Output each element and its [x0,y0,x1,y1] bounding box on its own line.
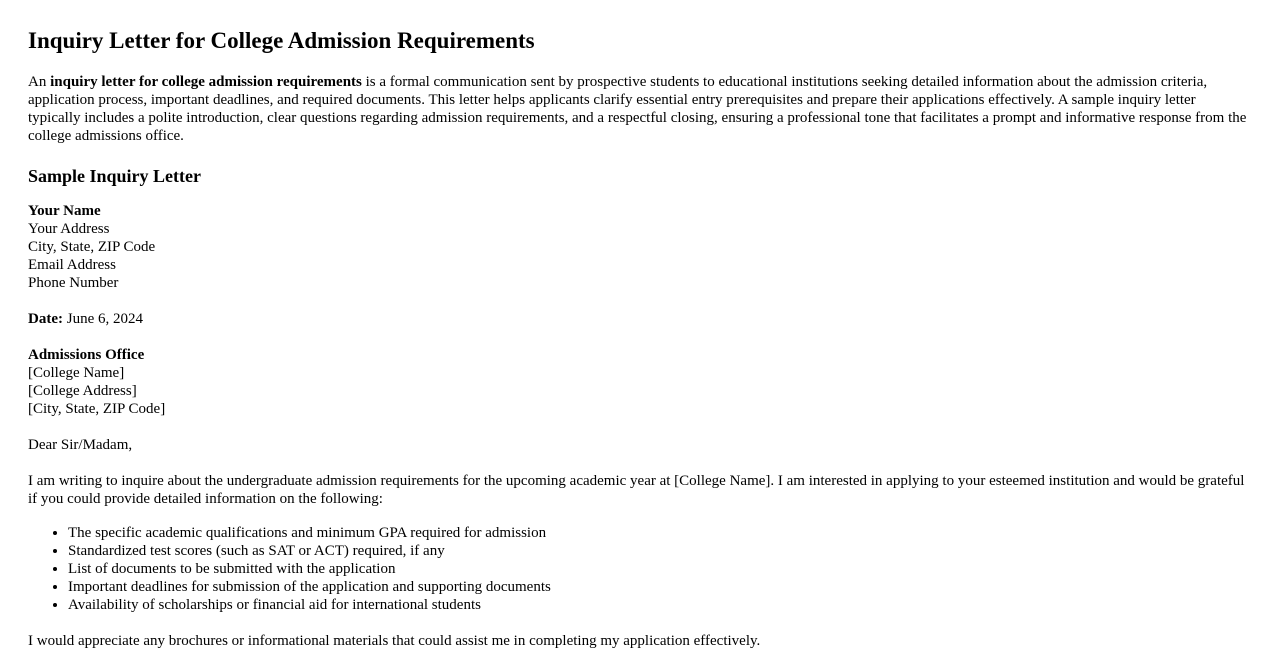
list-item: • The specific academic qualifications and minimum GPA required for admission [68,524,1250,542]
sender-phone: Phone Number [28,275,119,291]
sender-address: Your Address [28,221,110,237]
date-label: Date: [28,311,63,327]
intro-lead: An [28,74,51,90]
requirements-list [28,524,1250,614]
list-item: • Availability of scholarships or financial aid for international students [68,596,1250,614]
recipient-office: Admissions Office [28,347,145,363]
sample-heading: Sample Inquiry Letter [28,166,201,186]
salutation: Dear Sir/Madam, [28,437,133,453]
body-paragraph-1: I am writing to inquire about the undergraduate admission requirements for the upcoming academic year at [College Name]. I am interested in applying to your esteemed institution and would be grateful if you could provide detailed information on the following: [28,473,1245,507]
recipient-address: [College Address] [28,383,137,399]
sender-name: Your Name [28,203,101,219]
recipient-city: [City, State, ZIP Code] [28,401,166,417]
recipient-block [28,346,1250,418]
intro-paragraph [28,73,1250,145]
recipient-college: [College Name] [28,365,125,381]
date-value: June 6, 2024 [62,311,143,327]
sender-block [28,202,1250,292]
page-title: Inquiry Letter for College Admission Requirements [28,28,535,53]
list-item: • List of documents to be submitted with the application [68,560,1250,578]
sender-email: Email Address [28,257,116,273]
date-line [28,310,1250,328]
body-paragraph-2: I would appreciate any brochures or informational materials that could assist me in completing my application effectively. [28,633,761,649]
list-item: • Standardized test scores (such as SAT or ACT) required, if any [68,542,1250,560]
intro-rest: is a formal communication sent by prospective students to educational institutions seeking detailed information about the admission criteria, application process, important deadlines, and required documents. This letter helps applicants clarify essential entry prerequisites and prepare their applications effectively. A sample inquiry letter typically includes a polite introduction, clear questions regarding admission requirements, and a respectful closing, ensuring a professional tone that facilitates a prompt and informative response from the college admissions office. [28,74,1247,144]
sender-city: City, State, ZIP Code [28,239,156,255]
list-item: • Important deadlines for submission of the application and supporting documents [68,578,1250,596]
intro-bold-term: inquiry letter for college admission requirements [50,74,362,90]
